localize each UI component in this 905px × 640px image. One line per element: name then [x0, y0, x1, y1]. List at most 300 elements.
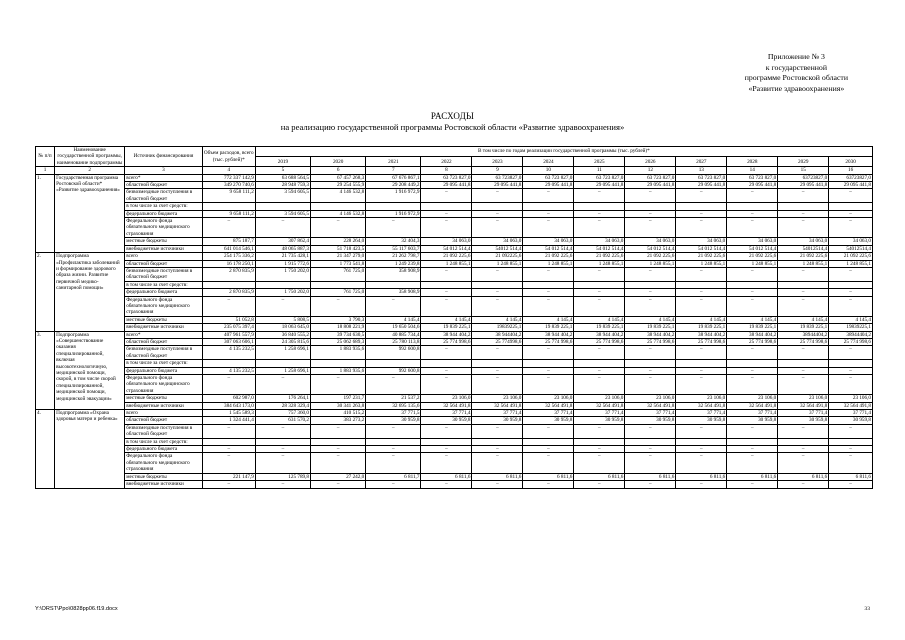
year-value — [366, 281, 421, 288]
total-value: 1 545 589,3 — [202, 410, 255, 417]
year-value: 1 248 855,1 — [421, 260, 472, 267]
year-value: – — [778, 218, 829, 238]
year-value: 29 095 441,8 — [523, 182, 574, 189]
year-value: – — [523, 267, 574, 281]
year-value: 37 771,5 — [366, 410, 421, 417]
year-value: – — [727, 424, 778, 438]
year-value: 1 248 855,1 — [523, 260, 574, 267]
year-value: – — [523, 367, 574, 374]
year-value: – — [366, 453, 421, 473]
year-value: – — [676, 267, 727, 281]
year-value: 29 095 441,8 — [625, 182, 676, 189]
year-value: 18 808 221,9 — [311, 324, 366, 331]
year-value: 6 811,6 — [829, 473, 873, 480]
table-row — [36, 203, 873, 210]
year-value: – — [311, 453, 366, 473]
year-value: 761 725,0 — [311, 289, 366, 296]
year-value: – — [778, 375, 829, 395]
year-value: 54012514,4 — [778, 245, 829, 252]
year-value: 38944404,2 — [829, 331, 873, 338]
header-source: Источник финансирования — [125, 147, 203, 167]
year-value — [366, 438, 421, 445]
header-year: 2024 — [523, 157, 574, 167]
year-value: 6 811,6 — [421, 473, 472, 480]
table-row — [36, 182, 873, 189]
year-value: 1 750 202,0 — [255, 289, 310, 296]
year-value: – — [727, 296, 778, 316]
footer-file-path: Y:\ORST\Ppo\0828pp06.f19.docx — [35, 606, 118, 612]
year-value: – — [625, 446, 676, 453]
year-value: 29 095 441,8 — [727, 182, 778, 189]
table-row — [36, 473, 873, 480]
funding-source: федерального бюджета — [125, 367, 203, 374]
year-value: 23 106,0 — [625, 395, 676, 402]
year-value: 4 145,4 — [523, 316, 574, 323]
funding-source: внебюджетные источники — [125, 481, 203, 488]
year-value: – — [366, 375, 421, 395]
year-value: – — [472, 481, 523, 488]
column-number: 6 — [311, 167, 366, 174]
funding-source: областной бюджет — [125, 417, 203, 424]
total-value: 2 870 835,9 — [202, 267, 255, 281]
year-value: 25 774 998,6 — [778, 338, 829, 345]
year-value: – — [676, 289, 727, 296]
column-number: 8 — [421, 167, 472, 174]
header-year: 2030 — [829, 157, 873, 167]
year-value: – — [311, 218, 366, 238]
appendix-line-3: программе Ростовской области — [744, 73, 848, 82]
year-value — [727, 438, 778, 445]
year-value: 38 944 404,2 — [574, 331, 625, 338]
funding-source: всего* — [125, 331, 203, 338]
table-row — [36, 189, 873, 203]
year-value: 37 771,4 — [829, 410, 873, 417]
year-value: – — [421, 296, 472, 316]
year-value: – — [472, 346, 523, 360]
year-value: – — [421, 218, 472, 238]
year-value: – — [421, 210, 472, 217]
year-value: 992 600,8 — [366, 346, 421, 360]
year-value: – — [574, 346, 625, 360]
year-value — [574, 281, 625, 288]
year-value: 23 106,0 — [727, 395, 778, 402]
year-value: – — [472, 367, 523, 374]
header-year: 2026 — [625, 157, 676, 167]
expenses-table — [35, 146, 873, 489]
year-value: – — [574, 375, 625, 395]
year-value: – — [676, 189, 727, 203]
year-value: – — [366, 218, 421, 238]
document-title — [0, 111, 905, 133]
funding-source: Федерального фонда обязательного медицинского страхования — [125, 453, 203, 473]
year-value: – — [676, 367, 727, 374]
year-value: 32 564 491,8 — [676, 402, 727, 409]
year-value: 631 570,2 — [255, 417, 310, 424]
year-value: 21 092 225,6 — [523, 253, 574, 260]
funding-source: безвозмездные поступления в областной бюджет — [125, 346, 203, 360]
year-value: – — [778, 210, 829, 217]
year-value: 125 789,8 — [255, 473, 310, 480]
program-number: 1. — [36, 174, 55, 252]
year-value: – — [472, 189, 523, 203]
table-row — [36, 375, 873, 395]
header-year: 2025 — [574, 157, 625, 167]
year-value: 34 063,0 — [676, 238, 727, 245]
year-value: 5 808,5 — [255, 316, 310, 323]
year-value — [676, 203, 727, 210]
year-value: 19 839 225,1 — [625, 324, 676, 331]
year-value: – — [625, 296, 676, 316]
year-value: 1 916 972,9 — [366, 210, 421, 217]
year-value: 18 063 645,0 — [255, 324, 310, 331]
year-value: 63723827,0 — [829, 174, 873, 181]
year-value: 23 106,0 — [472, 395, 523, 402]
year-value: 48 065 887,3 — [255, 245, 310, 252]
year-value — [472, 360, 523, 367]
funding-source: внебюджетные источники — [125, 324, 203, 331]
year-value: 21 092225,6 — [472, 253, 523, 260]
program-name: Подпрограмма «Профилактика заболеваний и формирование здорового образа жизни. Развитие первичной медико-санитарной помощи» — [55, 253, 125, 331]
year-value: 37 771,4 — [625, 410, 676, 417]
year-value: – — [472, 218, 523, 238]
page-number: 33 — [864, 606, 870, 612]
year-value: – — [676, 481, 727, 488]
year-value: – — [574, 289, 625, 296]
table-row — [36, 245, 873, 252]
year-value: 4 145,4 — [625, 316, 676, 323]
year-value: – — [472, 424, 523, 438]
table-row — [36, 238, 873, 245]
year-value: 25 774 998,6 — [574, 338, 625, 345]
table-row — [36, 296, 873, 316]
total-value: 307 063 606,1 — [202, 338, 255, 345]
column-number: 9 — [472, 167, 523, 174]
year-value — [255, 438, 310, 445]
year-value — [472, 281, 523, 288]
year-value: – — [676, 218, 727, 238]
funding-source: всего — [125, 253, 203, 260]
year-value: – — [778, 424, 829, 438]
year-value: 29 208 449,2 — [366, 182, 421, 189]
year-value — [625, 438, 676, 445]
year-value — [829, 438, 873, 445]
year-value: 29 095 441,8 — [421, 182, 472, 189]
year-value: – — [625, 289, 676, 296]
year-value — [778, 203, 829, 210]
table-row — [36, 218, 873, 238]
year-value: 4 145,4 — [829, 316, 873, 323]
year-value: – — [574, 481, 625, 488]
year-value: – — [727, 189, 778, 203]
total-value: – — [202, 424, 255, 438]
year-value: – — [829, 210, 873, 217]
column-number: 13 — [676, 167, 727, 174]
year-value: 29 095 441,8 — [829, 182, 873, 189]
year-value: – — [472, 446, 523, 453]
year-value: 30 959,8 — [523, 417, 574, 424]
year-value: 1 248 855,1 — [727, 260, 778, 267]
year-value: 32 695 135,6 — [366, 402, 421, 409]
year-value: – — [778, 446, 829, 453]
year-value: 29 095 441,8 — [472, 182, 523, 189]
year-value: – — [574, 189, 625, 203]
year-value: – — [727, 346, 778, 360]
year-value: 21 092 225,6 — [829, 253, 873, 260]
year-value: 63 723 827,0 — [523, 174, 574, 181]
year-value: 34 063,0 — [523, 238, 574, 245]
year-value: 63 723 827,0 — [625, 174, 676, 181]
year-value: 757 360,0 — [255, 410, 310, 417]
year-value: 21 347 279,0 — [311, 253, 366, 260]
total-value: 51 052,8 — [202, 316, 255, 323]
year-value: 63 723 827,0 — [676, 174, 727, 181]
year-value: 383 273,2 — [311, 417, 366, 424]
total-value: 1 324 441,4 — [202, 417, 255, 424]
year-value: 27 242,0 — [311, 473, 366, 480]
year-value: – — [829, 424, 873, 438]
year-value: 176 264,1 — [255, 395, 310, 402]
year-value: 1 248 855,1 — [574, 260, 625, 267]
total-value: 349 270 740,6 — [202, 182, 255, 189]
table-row — [36, 402, 873, 409]
year-value: 1 258 696,1 — [255, 346, 310, 360]
year-value: 30 959,8 — [625, 417, 676, 424]
year-value: 23 106,0 — [676, 395, 727, 402]
year-value: 32 564 491,8 — [472, 402, 523, 409]
year-value: – — [778, 481, 829, 488]
total-value: 407 961 557,9 — [202, 331, 255, 338]
year-value: 34 063,0 — [421, 238, 472, 245]
year-value: – — [421, 367, 472, 374]
year-value: 32 564 491,8 — [421, 402, 472, 409]
year-value: – — [574, 424, 625, 438]
year-value: – — [421, 481, 472, 488]
year-value: 30 959,8 — [472, 417, 523, 424]
year-value: 54 012 514,4 — [523, 245, 574, 252]
year-value: 6 811,6 — [523, 473, 574, 480]
year-value: 38 944 404,2 — [625, 331, 676, 338]
year-value — [472, 438, 523, 445]
year-value: – — [523, 296, 574, 316]
year-value: 23 106,0 — [574, 395, 625, 402]
total-value: 2 870 835,9 — [202, 289, 255, 296]
year-value: – — [676, 375, 727, 395]
year-value: 4 145,4 — [421, 316, 472, 323]
year-value: – — [727, 267, 778, 281]
year-value: 34 063,0 — [625, 238, 676, 245]
year-value: – — [829, 367, 873, 374]
year-value: 32 564 491,8 — [778, 402, 829, 409]
column-number: 14 — [727, 167, 778, 174]
program-number: 3. — [36, 331, 55, 409]
year-value: – — [421, 346, 472, 360]
year-value: – — [829, 189, 873, 203]
table-row — [36, 267, 873, 281]
table-row — [36, 260, 873, 267]
year-value: 37 771,4 — [523, 410, 574, 417]
year-value — [311, 281, 366, 288]
year-value: 4 145,4 — [727, 316, 778, 323]
program-number: 2. — [36, 253, 55, 331]
funding-source: в том числе за счет средств: — [125, 203, 203, 210]
year-value: – — [523, 453, 574, 473]
year-value: – — [778, 189, 829, 203]
year-value: – — [574, 267, 625, 281]
year-value: 63 723 827,0 — [574, 174, 625, 181]
year-value: 1 248 855,1 — [472, 260, 523, 267]
funding-source: местные бюджеты — [125, 473, 203, 480]
appendix-line-2: к государственной — [765, 62, 828, 72]
year-value: 25 774 998,6 — [421, 338, 472, 345]
year-value: – — [255, 296, 310, 316]
year-value: 67 676 867,1 — [366, 174, 421, 181]
year-value: – — [625, 375, 676, 395]
year-value: 32 564 491,8 — [727, 402, 778, 409]
funding-source: безвозмездные поступления в областной бюджет — [125, 424, 203, 438]
year-value: – — [574, 210, 625, 217]
header-year: 2022 — [421, 157, 472, 167]
year-value: 55 117 603,7 — [366, 245, 421, 252]
year-value: – — [829, 481, 873, 488]
year-value: 30 959,8 — [366, 417, 421, 424]
year-value: – — [421, 446, 472, 453]
year-value: 21 092 225,6 — [727, 253, 778, 260]
year-value: 34 063,0 — [829, 238, 873, 245]
year-value: 6 811,6 — [574, 473, 625, 480]
year-value: 54 012 514,4 — [625, 245, 676, 252]
year-value: 19839225,1 — [829, 324, 873, 331]
year-value: 63 723 827,0 — [421, 174, 472, 181]
year-value: 1 248 855,1 — [778, 260, 829, 267]
year-value — [421, 360, 472, 367]
program-number: 4. — [36, 410, 55, 488]
total-value: 772 337 142,9 — [202, 174, 255, 181]
column-number: 11 — [574, 167, 625, 174]
funding-source: в том числе за счет средств: — [125, 281, 203, 288]
funding-source: местные бюджеты — [125, 395, 203, 402]
year-value: – — [421, 267, 472, 281]
table-row — [36, 481, 873, 488]
year-value: 54 012 514,4 — [727, 245, 778, 252]
funding-source: внебюджетные источники — [125, 402, 203, 409]
year-value: 25 774 998,6 — [523, 338, 574, 345]
year-value — [829, 360, 873, 367]
year-value: – — [676, 210, 727, 217]
appendix-line-1: Приложение № 3 — [767, 52, 825, 61]
year-value: 3 594 605,5 — [255, 189, 310, 203]
header-year: 2029 — [778, 157, 829, 167]
year-value: 54012 514,4 — [472, 245, 523, 252]
year-value: 38 944 404,2 — [727, 331, 778, 338]
year-value — [523, 360, 574, 367]
year-value: 21 262 798,7 — [366, 253, 421, 260]
year-value: 30 341 263,8 — [311, 402, 366, 409]
header-years-group: В том числе по годам реализации государственной программы (тыс. рублей)* — [255, 147, 872, 157]
title-line-2: на реализацию государственной программы Ростовской области «Развитие здравоохранения» — [280, 122, 625, 132]
year-value: – — [523, 218, 574, 238]
program-name: Государственная программа Ростовской области* «Развитие здравоохранения» — [55, 174, 125, 252]
funding-source: всего — [125, 410, 203, 417]
year-value: 21 735 428,1 — [255, 253, 310, 260]
year-value: 4 145,4 — [574, 316, 625, 323]
year-value: – — [829, 453, 873, 473]
program-name: Подпрограмма «Совершенствование оказания специализированной, включая высокотехнологичную, медицинской помощи, скорой, в том числе скорой специализированной, медицинской помощи, медицинской эвакуации» — [55, 331, 125, 409]
year-value — [255, 203, 310, 210]
year-value: 37 771,4 — [574, 410, 625, 417]
year-value: – — [778, 367, 829, 374]
year-value: 4 145,4 — [472, 316, 523, 323]
table-row — [36, 410, 873, 417]
year-value: – — [829, 218, 873, 238]
table-row — [36, 289, 873, 296]
column-number: 1 — [36, 167, 55, 174]
year-value: 30 959,8 — [421, 417, 472, 424]
total-value: 641 014 546,1 — [202, 245, 255, 252]
total-value — [202, 281, 255, 288]
year-value: – — [311, 446, 366, 453]
year-value: – — [574, 296, 625, 316]
column-number: 4 — [202, 167, 255, 174]
table-row — [36, 253, 873, 260]
year-value — [574, 438, 625, 445]
year-value: 29 254 555,9 — [311, 182, 366, 189]
year-value: 37 771,4 — [676, 410, 727, 417]
year-value — [421, 203, 472, 210]
funding-source: безвозмездные поступления в областной бюджет — [125, 267, 203, 281]
total-value: 9 658 111,2 — [202, 210, 255, 217]
year-value: 38 944 404,2 — [421, 331, 472, 338]
funding-source: областной бюджет — [125, 260, 203, 267]
year-value: – — [574, 367, 625, 374]
year-value: 6 811,6 — [625, 473, 676, 480]
year-value: – — [829, 375, 873, 395]
total-value: – — [202, 481, 255, 488]
total-value: 235 075 397,4 — [202, 324, 255, 331]
funding-source: областной бюджет — [125, 338, 203, 345]
year-value: – — [421, 453, 472, 473]
year-value: – — [625, 346, 676, 360]
year-value — [778, 438, 829, 445]
year-value — [574, 203, 625, 210]
year-value — [778, 281, 829, 288]
column-number: 5 — [255, 167, 310, 174]
year-value: – — [366, 446, 421, 453]
year-value: 307 862,4 — [255, 238, 310, 245]
header-name: Наименование государственной программы, наименование подпрограммы — [55, 147, 125, 167]
year-value: 6 811,6 — [778, 473, 829, 480]
header-year: 2020 — [311, 157, 366, 167]
year-value: – — [727, 218, 778, 238]
year-value: – — [255, 375, 310, 395]
year-value: – — [625, 481, 676, 488]
year-value — [727, 360, 778, 367]
year-value: – — [523, 375, 574, 395]
year-value — [727, 281, 778, 288]
year-value — [727, 203, 778, 210]
year-value: – — [472, 267, 523, 281]
year-value: 21 092 225,6 — [421, 253, 472, 260]
year-value: – — [366, 481, 421, 488]
year-value: – — [523, 289, 574, 296]
year-value: – — [727, 210, 778, 217]
total-value: – — [202, 218, 255, 238]
year-value: 358 908,9 — [366, 289, 421, 296]
year-value: 25 774 998,6 — [727, 338, 778, 345]
year-value: 34 063,0 — [574, 238, 625, 245]
year-value: 21 537,2 — [366, 395, 421, 402]
year-value: – — [255, 446, 310, 453]
year-value: 1 248 855,1 — [676, 260, 727, 267]
